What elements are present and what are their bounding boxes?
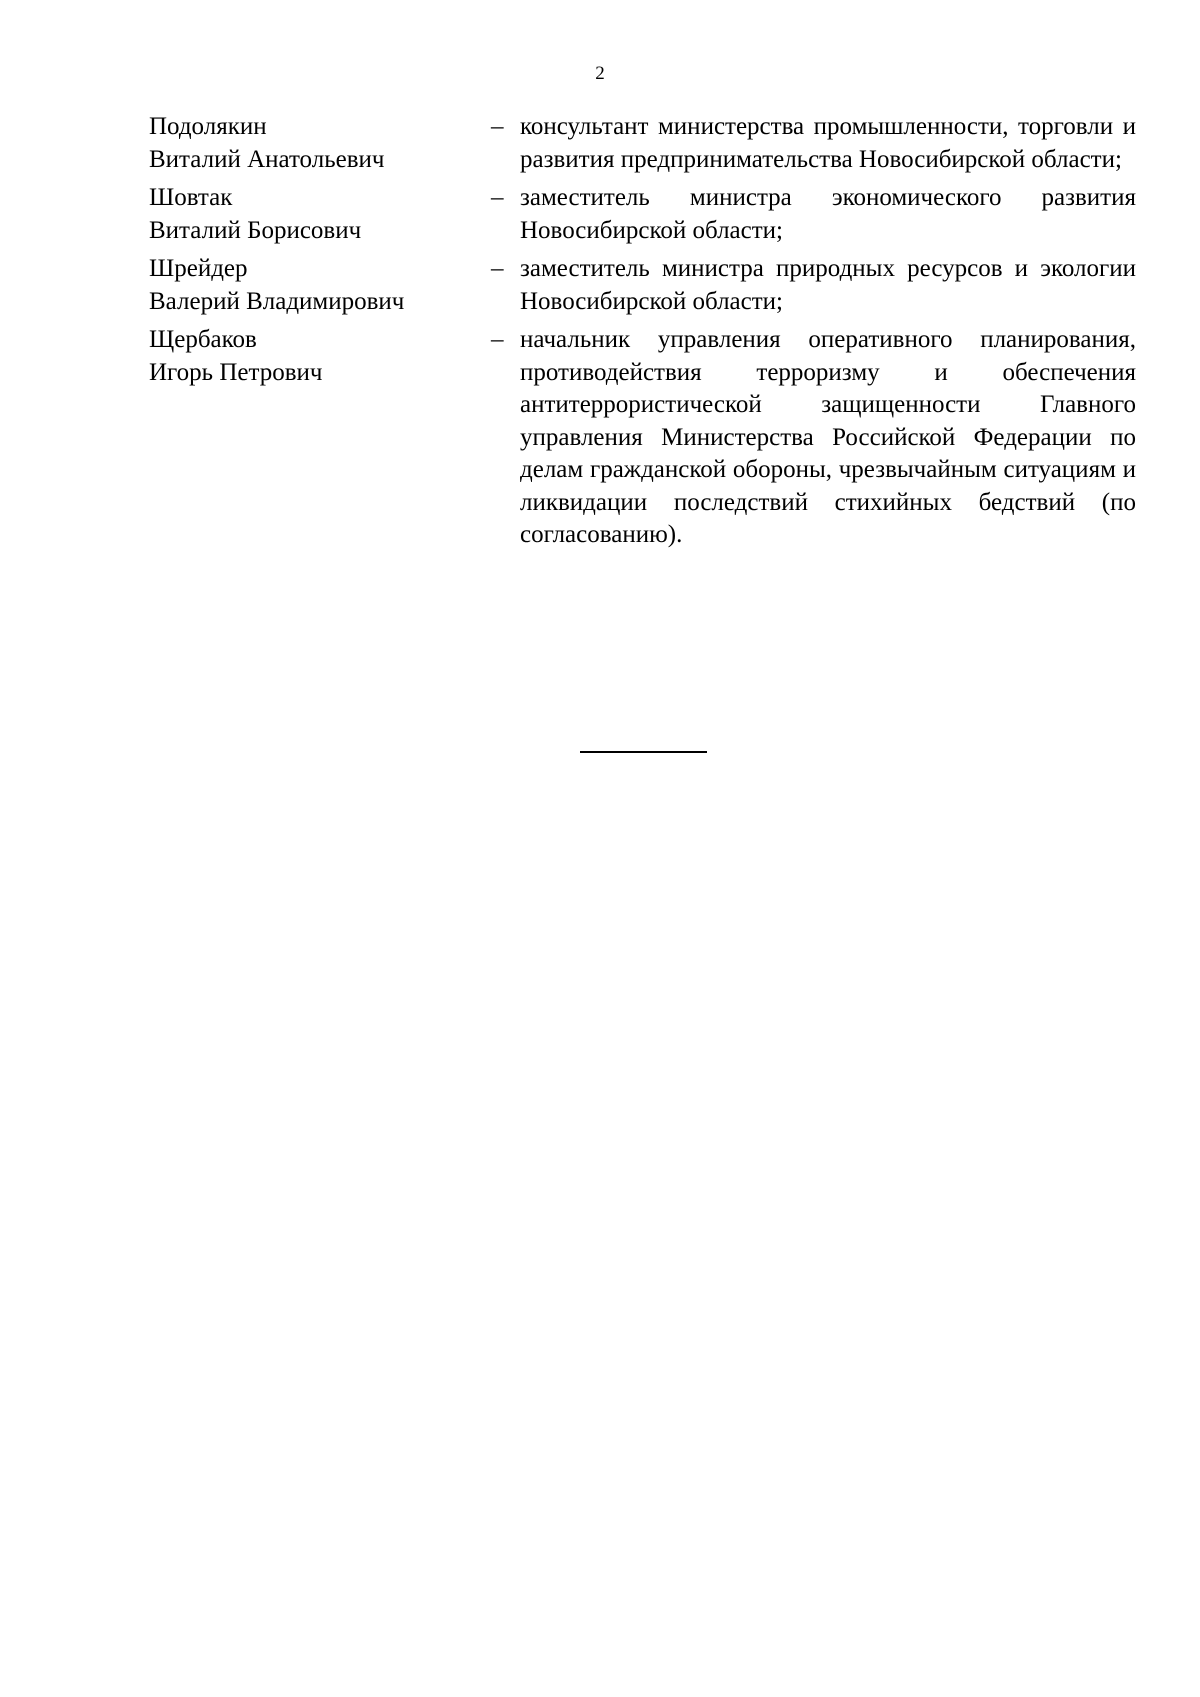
member-surname: Шовтак bbox=[149, 184, 233, 211]
member-name bbox=[149, 182, 491, 247]
member-surname: Подолякин bbox=[149, 113, 267, 140]
member-given-names: Виталий Анатольевич bbox=[149, 145, 385, 173]
member-given-names: Валерий Владимирович bbox=[149, 287, 405, 315]
member-position: заместитель министра природных ресурсов и экологии Новосибирской области; bbox=[520, 255, 1136, 315]
member-given-names: Игорь Петрович bbox=[149, 358, 323, 386]
member-name bbox=[149, 253, 491, 318]
member-dash: – bbox=[491, 184, 504, 211]
member-position: начальник управления оперативного планирования, противодействия терроризму и обеспечения антитеррористической защищенности Главного управления Министерства Российской Федерации по делам гражданской обороны, чрезвычайным ситуациям и ликвидации последствий стихийных бедствий (по согласованию). bbox=[520, 326, 1136, 548]
member-list bbox=[149, 111, 1136, 552]
member-dash: – bbox=[491, 255, 504, 282]
member-name bbox=[149, 324, 491, 552]
member-row-shcherbakov bbox=[149, 324, 1136, 552]
member-dash: – bbox=[491, 326, 504, 353]
member-surname: Шрейдер bbox=[149, 255, 248, 282]
member-name bbox=[149, 111, 491, 176]
member-position: консультант министерства промышленности, торговли и развития предпринимательства Новосибирской области; bbox=[520, 113, 1136, 173]
member-position: заместитель министра экономического развития Новосибирской области; bbox=[520, 184, 1136, 244]
page-number: 2 bbox=[595, 63, 605, 84]
member-row-shovtak bbox=[149, 182, 1136, 247]
end-of-list-rule bbox=[580, 751, 707, 753]
member-row-podolyakin bbox=[149, 111, 1136, 176]
member-dash: – bbox=[491, 113, 504, 140]
member-given-names: Виталий Борисович bbox=[149, 216, 362, 244]
member-surname: Щербаков bbox=[149, 326, 257, 353]
member-row-shreider bbox=[149, 253, 1136, 318]
